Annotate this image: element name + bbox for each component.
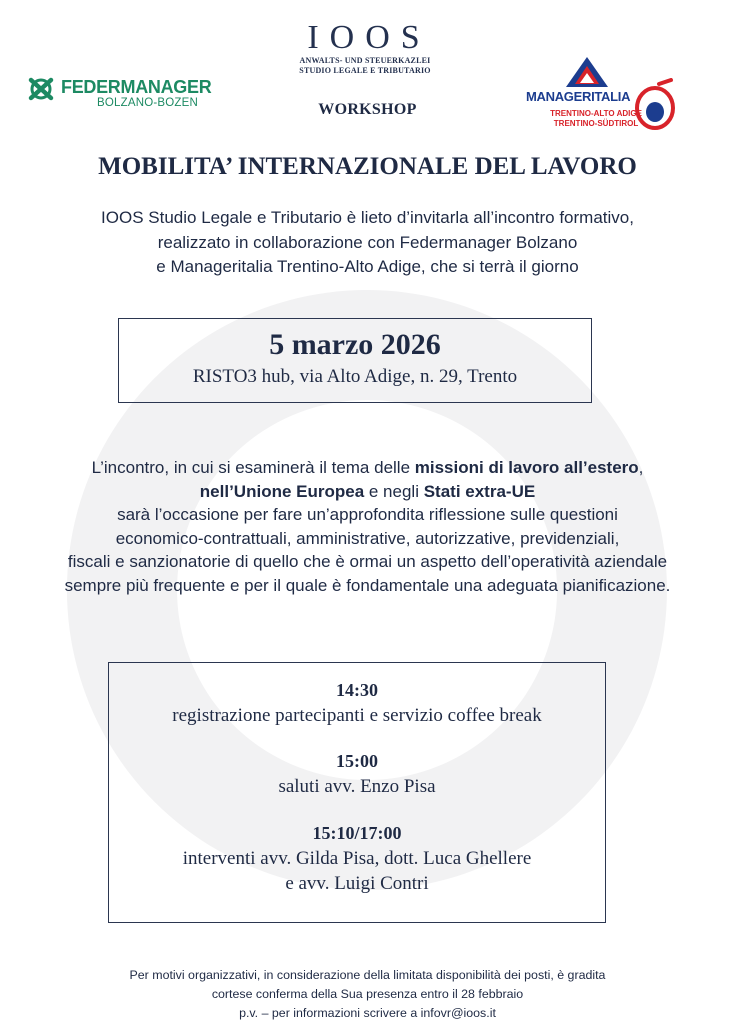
footer-line: Per motivi organizzativi, in considerazione della limitata disponibilità dei posti, è gradita bbox=[129, 968, 606, 982]
schedule-time: 15:00 bbox=[336, 751, 378, 771]
schedule-item-text: saluti avv. Enzo Pisa bbox=[278, 776, 436, 797]
manageritalia-logo bbox=[525, 56, 705, 136]
manageritalia-name: MANAGERITALIA bbox=[526, 89, 631, 104]
schedule-box bbox=[108, 662, 606, 923]
highlight-eu: nell’Unione Europea bbox=[199, 481, 365, 501]
description-line: fiscali e sanzionatorie di quello che è ormai un aspetto dell’operatività aziendale bbox=[67, 552, 668, 572]
manageritalia-triangle-icon bbox=[565, 56, 609, 88]
schedule-time: 14:30 bbox=[336, 680, 378, 700]
federmanager-name: FEDERMANAGER bbox=[61, 77, 212, 97]
description-line: sempre più frequente e per il quale è fondamentale una adeguata pianificazione. bbox=[64, 575, 671, 595]
schedule-item-text: interventi avv. Gilda Pisa, dott. Luca Ghellere bbox=[182, 848, 532, 869]
intro-line: IOOS Studio Legale e Tributario è lieto d’invitarla all’incontro formativo, bbox=[101, 208, 634, 227]
event-date: 5 marzo 2026 bbox=[269, 328, 441, 361]
intro-line: realizzato in collaborazione con Federmanager Bolzano bbox=[157, 232, 578, 252]
description-line: L’incontro, in cui si esaminerà il tema delle missioni di lavoro all’estero, bbox=[91, 458, 644, 477]
ioos-logo-mark: IOOS bbox=[307, 19, 431, 56]
highlight-missions: missioni di lavoro all’estero bbox=[414, 458, 639, 477]
ioos-logo-line-1: ANWALTS- UND STEUERKAZLEI bbox=[299, 56, 431, 65]
ioos-logo bbox=[280, 20, 450, 76]
intro-line: e Manageritalia Trentino-Alto Adige, che si terrà il giorno bbox=[156, 257, 579, 276]
description-line: sarà l’occasione per fare un’approfondita riflessione sulle questioni bbox=[117, 505, 618, 525]
manageritalia-subtitle-line-2: TRENTINO-SÜDTIROL bbox=[553, 119, 639, 128]
manageritalia-subtitle-line-1: TRENTINO-ALTO ADIGE bbox=[550, 109, 642, 118]
ioos-logo-line-2: STUDIO LEGALE E TRIBUTARIO bbox=[299, 66, 431, 75]
schedule-time: 15:10/17:00 bbox=[312, 823, 402, 843]
event-venue: RISTO3 hub, via Alto Adige, n. 29, Trento bbox=[192, 366, 518, 387]
footer-line: cortese conferma della Sua presenza entro il 28 febbraio bbox=[211, 987, 524, 1001]
federmanager-knot-icon bbox=[27, 76, 55, 102]
workshop-label: WORKSHOP bbox=[318, 101, 417, 118]
schedule-item-text: e avv. Luigi Contri bbox=[285, 873, 429, 894]
footer-note bbox=[0, 966, 735, 1023]
intro-paragraph bbox=[0, 206, 735, 280]
schedule-item-text: registrazione partecipanti e servizio coffee break bbox=[172, 705, 542, 726]
page-title: MOBILITA’ INTERNAZIONALE DEL LAVORO bbox=[98, 153, 637, 180]
federmanager-subtitle: BOLZANO-BOZEN bbox=[97, 97, 199, 109]
footer-line: p.v. – per informazioni scrivere a infovr@ioos.it bbox=[239, 1006, 496, 1020]
event-date-box bbox=[118, 318, 592, 403]
description-paragraph bbox=[0, 456, 735, 598]
description-line: economico-contrattuali, amministrative, autorizzative, previdenziali, bbox=[115, 528, 620, 548]
highlight-extra-eu: Stati extra-UE bbox=[423, 481, 536, 501]
description-line: nell’Unione Europea e negli Stati extra-UE bbox=[199, 481, 536, 501]
